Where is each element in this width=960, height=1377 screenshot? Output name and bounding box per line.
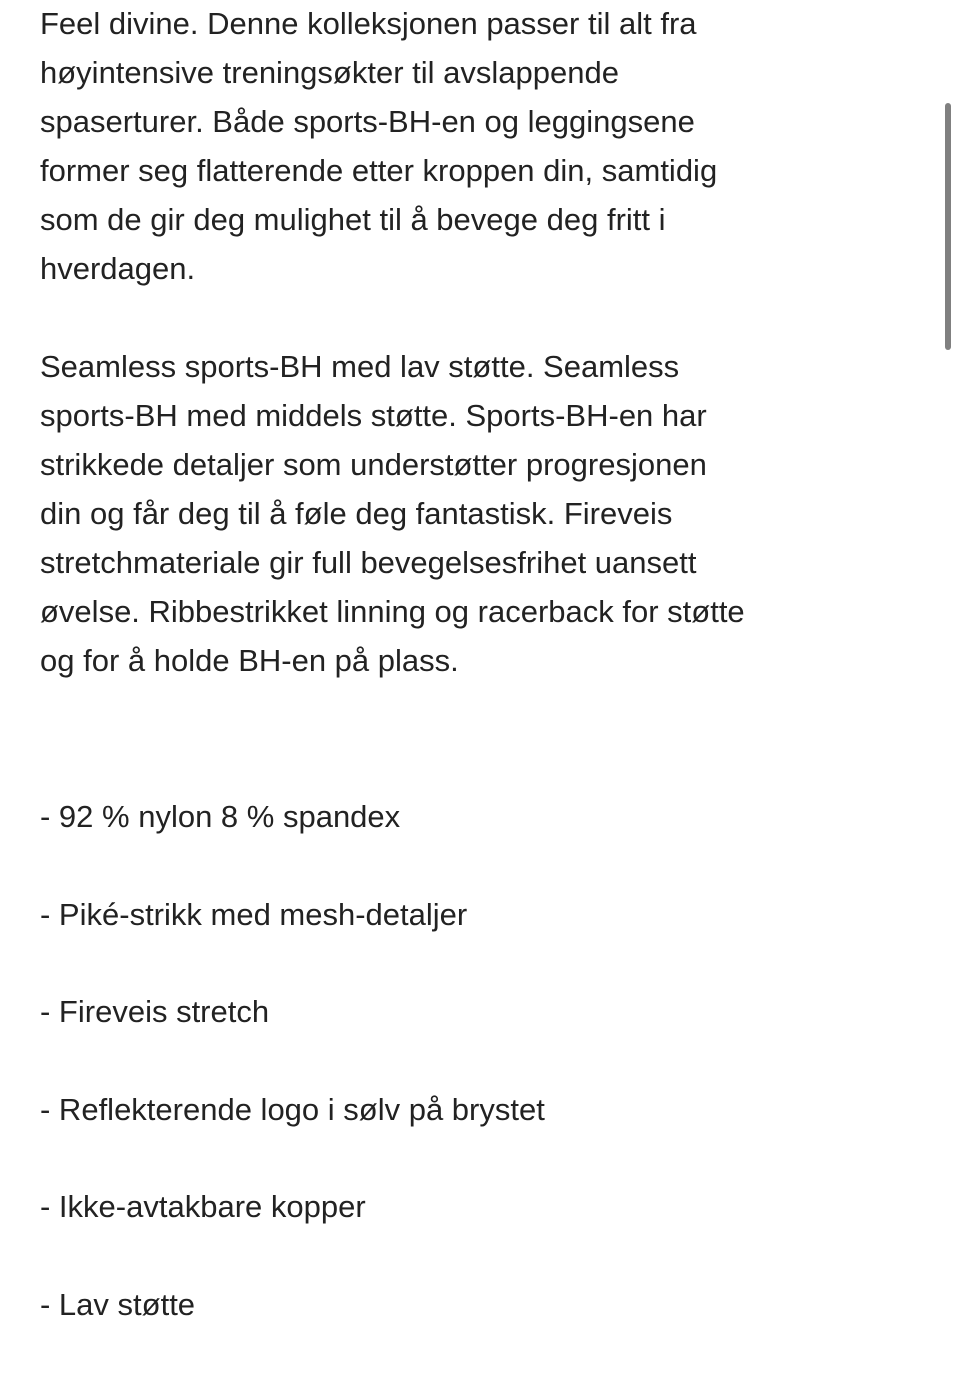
feature-item: - Ikke-avtakbare kopper [40, 1189, 366, 1224]
feature-item: - Reflekterende logo i sølv på brystet [40, 1091, 545, 1127]
vertical-scrollbar[interactable] [945, 103, 951, 350]
text-line: stretchmateriale gir full bevegelsesfrihet uansett [40, 545, 697, 580]
text-line: og for å holde BH-en på plass. [40, 643, 459, 678]
description-paragraph-1 [40, 0, 920, 293]
feature-item: - Fireveis stretch [40, 994, 270, 1029]
feature-list [40, 792, 920, 1329]
feature-item: - Piké-strikk med mesh-detaljer [40, 896, 468, 932]
text-line: Seamless sports-BH med lav støtte. Seamless [40, 349, 680, 384]
text-line: strikkede detaljer som understøtter progresjonen [40, 447, 707, 482]
text-line: spaserturer. Både sports-BH-en og leggingsene [40, 104, 695, 139]
description-paragraph-2 [40, 342, 920, 685]
text-line: øvelse. Ribbestrikket linning og racerback for støtte [40, 594, 745, 629]
text-line: som de gir deg mulighet til å bevege deg fritt i [40, 202, 666, 237]
product-description [40, 0, 920, 1377]
text-line: din og får deg til å føle deg fantastisk. Fireveis [40, 496, 673, 531]
text-line: Feel divine. Denne kolleksjonen passer til alt fra [40, 6, 697, 41]
text-line: sports-BH med middels støtte. Sports-BH-en har [40, 398, 707, 433]
text-line: høyintensive treningsøkter til avslappende [40, 55, 619, 90]
feature-item: - Lav støtte [40, 1286, 196, 1322]
text-line: hverdagen. [40, 251, 196, 286]
text-line: former seg flatterende etter kroppen din, samtidig [40, 153, 718, 188]
feature-item: - 92 % nylon 8 % spandex [40, 799, 401, 834]
